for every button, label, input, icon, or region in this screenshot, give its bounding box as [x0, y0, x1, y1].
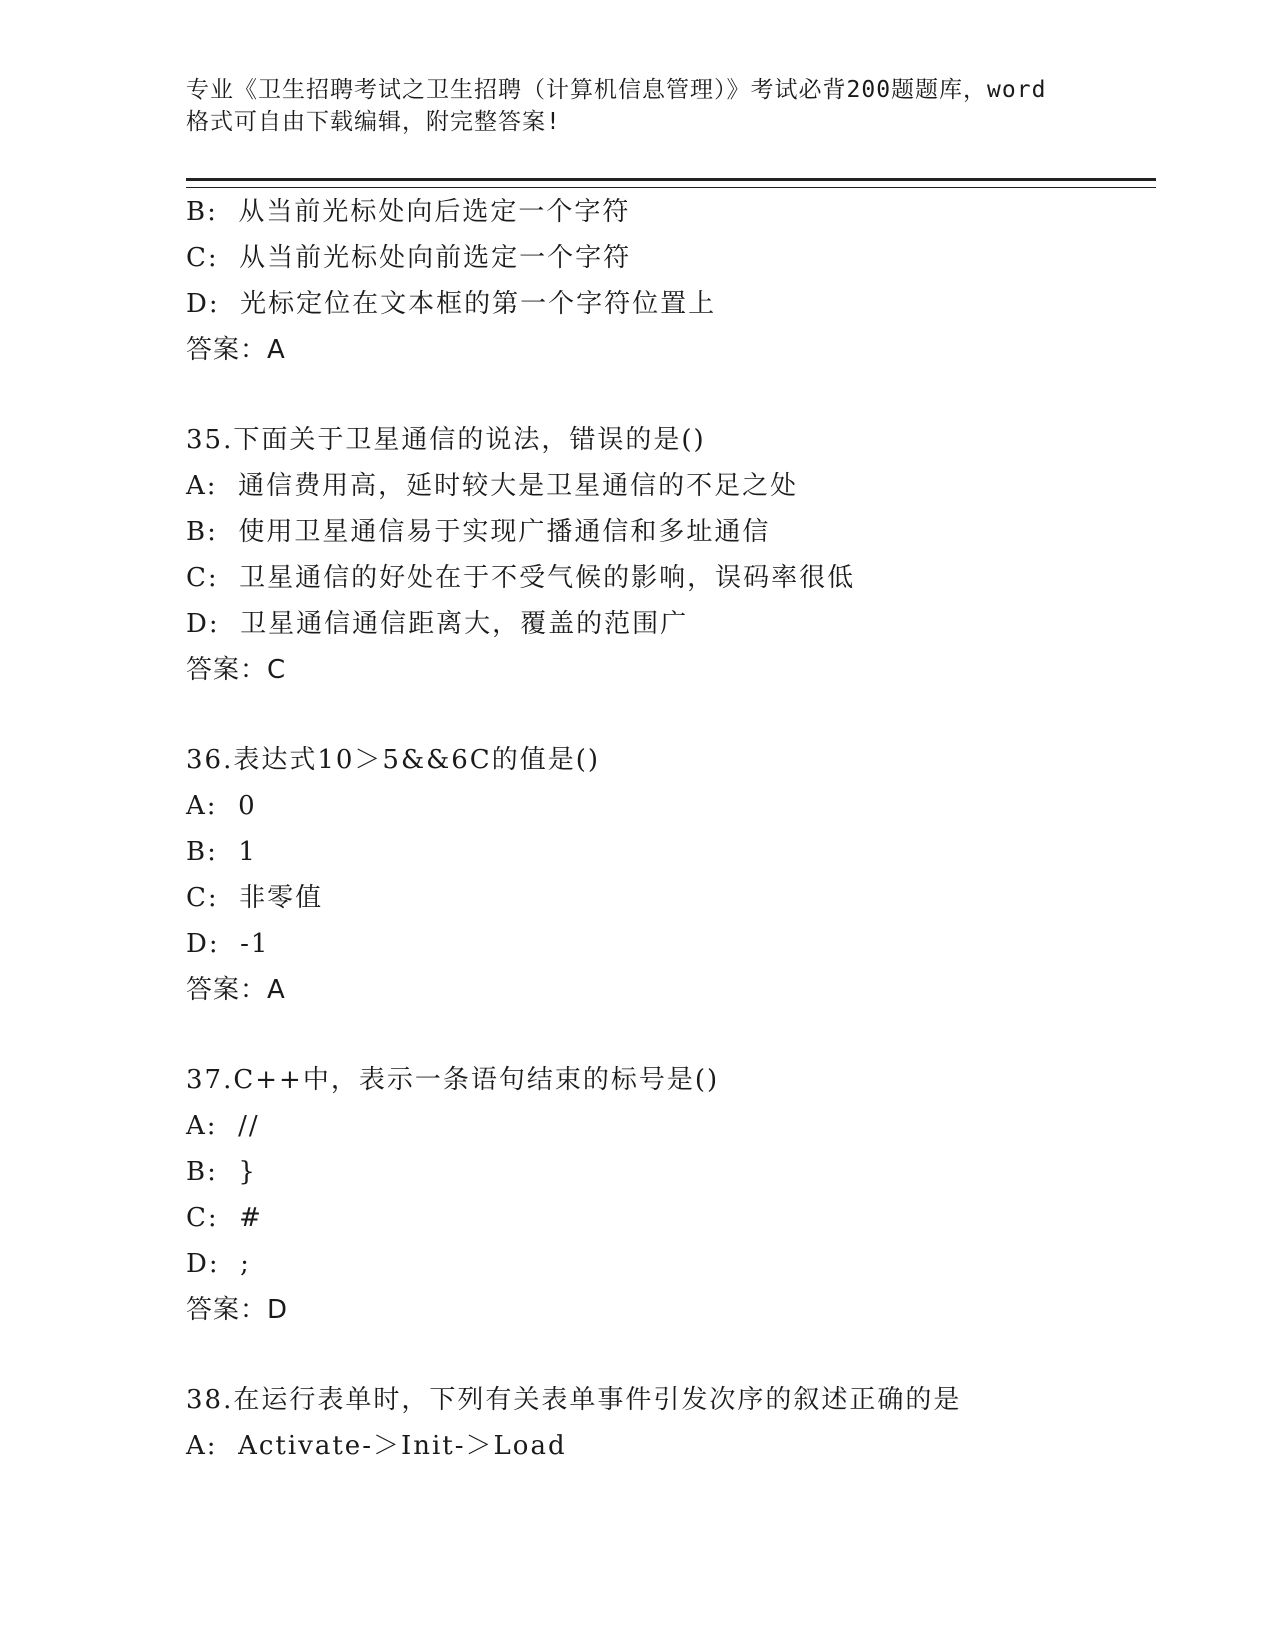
question-text: 35.下面关于卫星通信的说法，错误的是()	[186, 425, 706, 455]
option-a: A: 通信费用高，延时较大是卫星通信的不足之处	[186, 471, 799, 501]
spacer	[186, 373, 1156, 417]
question-block-35	[186, 417, 1156, 693]
document-page	[186, 0, 1156, 1650]
question-text: 37.C++中，表示一条语句结束的标号是()	[186, 1065, 720, 1095]
question-block-37	[186, 1057, 1156, 1333]
header-line-2: 格式可自由下载编辑，附完整答案!	[186, 109, 561, 135]
header-line-1: 专业《卫生招聘考试之卫生招聘（计算机信息管理）》考试必背200题题库，word	[186, 77, 1047, 103]
option-a: A: 0	[186, 791, 257, 821]
question-text: 38.在运行表单时，下列有关表单事件引发次序的叙述正确的是	[186, 1385, 962, 1415]
option-b: B: 从当前光标处向后选定一个字符	[186, 197, 631, 227]
answer-line: 答案：D	[186, 1295, 289, 1325]
option-c: C: 非零值	[186, 883, 324, 913]
header-divider	[186, 178, 1156, 188]
option-a: A: //	[186, 1111, 260, 1141]
question-block-38	[186, 1377, 1156, 1469]
option-d: D: -1	[186, 929, 270, 959]
document-header	[186, 74, 1086, 138]
option-d: D: ;	[186, 1249, 251, 1279]
question-text: 36.表达式10＞5&&6C的值是()	[186, 745, 600, 775]
spacer	[186, 1013, 1156, 1057]
option-b: B: 1	[186, 837, 257, 867]
answer-line: 答案：A	[186, 975, 286, 1005]
spacer	[186, 693, 1156, 737]
option-c: C: 卫星通信的好处在于不受气候的影响，误码率很低	[186, 563, 856, 593]
option-d: D: 卫星通信通信距离大，覆盖的范围广	[186, 609, 689, 639]
spacer	[186, 1333, 1156, 1377]
option-b: B: }	[186, 1157, 257, 1187]
option-c: C: 从当前光标处向前选定一个字符	[186, 243, 632, 273]
option-d: D: 光标定位在文本框的第一个字符位置上	[186, 289, 717, 319]
question-block-36	[186, 737, 1156, 1013]
option-c: C: #	[186, 1203, 263, 1233]
answer-line: 答案：A	[186, 335, 286, 365]
option-a: A: Activate-＞Init-＞Load	[186, 1431, 567, 1461]
question-block-34	[186, 189, 1156, 373]
question-list	[186, 189, 1156, 1469]
answer-line: 答案：C	[186, 655, 287, 685]
option-b: B: 使用卫星通信易于实现广播通信和多址通信	[186, 517, 771, 547]
